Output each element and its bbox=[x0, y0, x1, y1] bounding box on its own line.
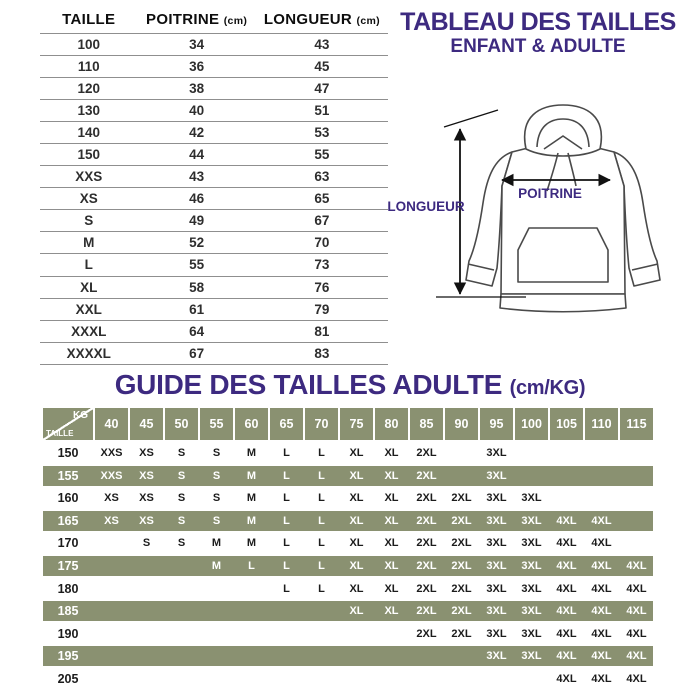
guide-size-cell: 3XL bbox=[521, 650, 542, 663]
guide-size-cell: L bbox=[318, 492, 325, 505]
guide-size-cell: 4XL bbox=[591, 537, 612, 550]
guide-size-cell: 2XL bbox=[416, 559, 437, 572]
guide-row bbox=[43, 533, 653, 553]
size-table-header-cell bbox=[40, 6, 137, 33]
guide-size-cell: 4XL bbox=[556, 537, 577, 550]
size-table-cell: 43 bbox=[256, 33, 388, 55]
size-table-cell: XXXXL bbox=[40, 342, 137, 364]
guide-corner-taille: TAILLE bbox=[46, 429, 74, 438]
guide-size-cell: M bbox=[211, 537, 222, 550]
size-table-cell: XL bbox=[40, 276, 137, 298]
guide-size-cell: M bbox=[211, 559, 222, 572]
guide-size-cell: XL bbox=[384, 559, 399, 572]
guide-size-cell: XL bbox=[384, 514, 399, 527]
guide-size-cell: 4XL bbox=[591, 514, 612, 527]
guide-size-cell: 2XL bbox=[416, 537, 437, 550]
guide-size-cell: L bbox=[283, 537, 290, 550]
size-table-cell: 61 bbox=[137, 298, 255, 320]
guide-size-cell: M bbox=[246, 469, 257, 482]
size-table-row bbox=[40, 33, 388, 55]
guide-kg-header-cell: 40 bbox=[95, 408, 128, 440]
guide-size-cell: 4XL bbox=[626, 605, 647, 618]
adult-size-guide-table bbox=[43, 408, 653, 692]
guide-size-cell: 3XL bbox=[486, 514, 507, 527]
size-column-unit: (cm) bbox=[356, 14, 380, 27]
guide-row-label: 175 bbox=[57, 558, 79, 573]
size-table-cell: 100 bbox=[40, 33, 137, 55]
guide-size-cell: 4XL bbox=[556, 650, 577, 663]
guide-row bbox=[43, 624, 653, 644]
guide-size-cell: 4XL bbox=[591, 650, 612, 663]
guide-row-label: 155 bbox=[57, 468, 79, 483]
size-table-cell: 130 bbox=[40, 99, 137, 121]
guide-size-cell: L bbox=[283, 492, 290, 505]
guide-header-row bbox=[43, 408, 653, 440]
guide-row bbox=[43, 556, 653, 576]
size-table-cell: 45 bbox=[256, 55, 388, 77]
size-table-cell: 51 bbox=[256, 99, 388, 121]
guide-size-cell: 3XL bbox=[521, 537, 542, 550]
guide-kg-header-cell: 70 bbox=[305, 408, 338, 440]
size-column-name: POITRINE bbox=[146, 10, 220, 28]
guide-row bbox=[43, 579, 653, 599]
size-table-cell: 64 bbox=[137, 320, 255, 342]
size-table-cell: 73 bbox=[256, 254, 388, 276]
guide-size-cell: 4XL bbox=[556, 605, 577, 618]
guide-size-cell: 3XL bbox=[521, 605, 542, 618]
guide-size-cell: L bbox=[318, 559, 325, 572]
size-table-row bbox=[40, 276, 388, 298]
size-table-cell: 140 bbox=[40, 121, 137, 143]
size-table-row bbox=[40, 342, 388, 364]
size-table-row bbox=[40, 232, 388, 254]
guide-size-cell: 4XL bbox=[556, 672, 577, 685]
guide-corner-kg: KG bbox=[73, 410, 88, 421]
guide-size-cell: L bbox=[283, 559, 290, 572]
guide-size-cell: 2XL bbox=[416, 582, 437, 595]
hoodie-pocket bbox=[518, 228, 608, 282]
size-table-row bbox=[40, 166, 388, 188]
guide-size-cell: XL bbox=[384, 469, 399, 482]
guide-body bbox=[43, 443, 653, 689]
guide-size-cell: 4XL bbox=[626, 650, 647, 663]
size-table-cell: 47 bbox=[256, 77, 388, 99]
guide-size-cell: XS bbox=[139, 492, 154, 505]
guide-size-cell: 4XL bbox=[626, 627, 647, 640]
chest-label: POITRINE bbox=[518, 186, 582, 201]
guide-corner-cell bbox=[43, 408, 93, 440]
guide-size-cell: 4XL bbox=[626, 672, 647, 685]
size-table-row bbox=[40, 210, 388, 232]
guide-size-cell: 3XL bbox=[486, 537, 507, 550]
guide-size-cell: XL bbox=[349, 469, 364, 482]
guide-row-label: 190 bbox=[57, 626, 79, 641]
size-table-header-cell bbox=[137, 6, 255, 33]
guide-size-cell: 2XL bbox=[416, 605, 437, 618]
guide-size-cell: 4XL bbox=[556, 514, 577, 527]
size-table-row bbox=[40, 55, 388, 77]
size-table-row bbox=[40, 99, 388, 121]
guide-size-cell: 3XL bbox=[486, 447, 507, 459]
size-table-cell: 58 bbox=[137, 276, 255, 298]
child-adult-size-table bbox=[40, 6, 388, 365]
guide-size-cell: L bbox=[318, 537, 325, 550]
guide-size-cell: 2XL bbox=[451, 605, 472, 618]
guide-row bbox=[43, 488, 653, 508]
guide-size-cell: XL bbox=[384, 582, 399, 595]
guide-size-cell: 2XL bbox=[451, 627, 472, 640]
guide-size-cell: S bbox=[142, 537, 151, 550]
size-table-cell: S bbox=[40, 210, 137, 232]
guide-size-cell: M bbox=[246, 537, 257, 550]
guide-size-cell: XXS bbox=[100, 469, 123, 482]
guide-size-cell: XL bbox=[349, 605, 364, 618]
guide-size-cell: 3XL bbox=[521, 514, 542, 527]
size-table-cell: XXXL bbox=[40, 320, 137, 342]
size-table-cell: 81 bbox=[256, 320, 388, 342]
guide-kg-header-cell: 75 bbox=[340, 408, 373, 440]
guide-size-cell: 4XL bbox=[626, 582, 647, 595]
size-column-unit: (cm) bbox=[223, 14, 248, 27]
guide-size-cell: 4XL bbox=[591, 605, 612, 618]
guide-size-cell: 3XL bbox=[486, 469, 507, 482]
guide-size-cell: 3XL bbox=[521, 559, 542, 572]
guide-row-label: 160 bbox=[57, 491, 79, 506]
guide-size-cell: XL bbox=[349, 514, 364, 527]
size-table-cell: 34 bbox=[137, 33, 255, 55]
page-title-line2: ENFANT & ADULTE bbox=[450, 36, 626, 57]
guide-size-cell: S bbox=[177, 537, 186, 550]
guide-size-cell: XXS bbox=[100, 447, 123, 459]
size-table-cell: 55 bbox=[256, 143, 388, 165]
size-table-header-row bbox=[40, 6, 388, 33]
guide-size-cell: 2XL bbox=[416, 492, 437, 505]
guide-size-cell: XS bbox=[104, 492, 119, 505]
guide-size-cell: L bbox=[283, 582, 290, 595]
guide-size-cell: S bbox=[177, 514, 186, 527]
guide-size-cell: XL bbox=[349, 492, 364, 505]
size-table-cell: 79 bbox=[256, 298, 388, 320]
guide-size-cell: XS bbox=[139, 514, 154, 527]
guide-size-cell: 2XL bbox=[416, 469, 437, 482]
guide-kg-header-cell: 90 bbox=[445, 408, 478, 440]
guide-row-label: 170 bbox=[57, 536, 79, 551]
size-table-cell: 63 bbox=[256, 166, 388, 188]
guide-size-cell: 4XL bbox=[556, 559, 577, 572]
guide-size-cell: 3XL bbox=[521, 582, 542, 595]
guide-row bbox=[43, 646, 653, 666]
size-table-body bbox=[40, 33, 388, 364]
guide-size-cell: L bbox=[283, 514, 290, 527]
guide-kg-header-cell: 50 bbox=[165, 408, 198, 440]
guide-size-cell: XS bbox=[104, 514, 119, 527]
size-table-row bbox=[40, 254, 388, 276]
guide-size-cell: S bbox=[177, 492, 186, 505]
size-table-cell: 53 bbox=[256, 121, 388, 143]
guide-title-text: GUIDE DES TAILLES ADULTE bbox=[114, 369, 503, 400]
size-table-cell: 36 bbox=[137, 55, 255, 77]
guide-kg-header-cell: 115 bbox=[620, 408, 653, 440]
guide-size-cell: 2XL bbox=[451, 582, 472, 595]
guide-size-cell: 4XL bbox=[591, 559, 612, 572]
hoodie-measurement-diagram bbox=[388, 98, 688, 333]
size-table-header bbox=[40, 6, 388, 33]
size-table-cell: 55 bbox=[137, 254, 255, 276]
guide-kg-header-cell: 55 bbox=[200, 408, 233, 440]
guide-row-label: 205 bbox=[57, 671, 79, 686]
guide-size-cell: 2XL bbox=[451, 537, 472, 550]
size-table-cell: 83 bbox=[256, 342, 388, 364]
guide-size-cell: S bbox=[212, 514, 221, 527]
guide-row bbox=[43, 669, 653, 689]
guide-size-cell: XL bbox=[349, 447, 364, 459]
size-table-cell: 70 bbox=[256, 232, 388, 254]
guide-size-cell: 2XL bbox=[416, 447, 437, 459]
guide-size-cell: S bbox=[177, 447, 186, 459]
guide-size-cell: 4XL bbox=[626, 559, 647, 572]
size-table-cell: 38 bbox=[137, 77, 255, 99]
guide-size-cell: L bbox=[318, 447, 325, 459]
guide-size-cell: XL bbox=[349, 537, 364, 550]
size-table-cell: 46 bbox=[137, 188, 255, 210]
guide-size-cell: M bbox=[246, 514, 257, 527]
guide-row-label: 150 bbox=[57, 446, 79, 460]
size-column-name: LONGUEUR bbox=[263, 10, 353, 28]
guide-size-cell: XL bbox=[384, 537, 399, 550]
guide-kg-header-cell: 105 bbox=[550, 408, 583, 440]
guide-size-cell: L bbox=[318, 469, 325, 482]
guide-kg-header-cell: 65 bbox=[270, 408, 303, 440]
size-table-row bbox=[40, 121, 388, 143]
guide-size-cell: 2XL bbox=[416, 514, 437, 527]
length-top-tick bbox=[444, 110, 498, 127]
hoodie-hood bbox=[525, 105, 602, 156]
guide-kg-header-cell: 45 bbox=[130, 408, 163, 440]
guide-kg-header-cell: 85 bbox=[410, 408, 443, 440]
guide-row bbox=[43, 443, 653, 463]
guide-kg-header-cell: 95 bbox=[480, 408, 513, 440]
guide-size-cell: XL bbox=[384, 447, 399, 459]
guide-row bbox=[43, 466, 653, 486]
guide-kg-header-cell: 100 bbox=[515, 408, 548, 440]
guide-title-unit: (cm/KG) bbox=[509, 377, 586, 399]
guide-size-cell: 2XL bbox=[451, 492, 472, 505]
guide-size-cell: 3XL bbox=[521, 492, 542, 505]
guide-size-cell: L bbox=[248, 559, 255, 572]
size-table-cell: XXS bbox=[40, 166, 137, 188]
size-table-cell: 52 bbox=[137, 232, 255, 254]
size-column-name: TAILLE bbox=[62, 10, 116, 28]
guide-size-cell: L bbox=[318, 582, 325, 595]
size-table-cell: 110 bbox=[40, 55, 137, 77]
guide-kg-header-cell: 110 bbox=[585, 408, 618, 440]
page-title-line1: TABLEAU DES TAILLES bbox=[400, 8, 676, 36]
length-label: LONGUEUR bbox=[388, 199, 465, 214]
guide-size-cell: M bbox=[246, 492, 257, 505]
size-table-cell: XXL bbox=[40, 298, 137, 320]
guide-size-cell: 4XL bbox=[591, 582, 612, 595]
guide-size-cell: S bbox=[212, 469, 221, 482]
size-table-cell: 67 bbox=[137, 342, 255, 364]
guide-size-cell: L bbox=[318, 514, 325, 527]
size-table-cell: 42 bbox=[137, 121, 255, 143]
guide-row-label: 165 bbox=[57, 513, 79, 528]
guide-size-cell: XS bbox=[139, 469, 154, 482]
guide-size-cell: M bbox=[246, 447, 257, 459]
guide-size-cell: XL bbox=[349, 559, 364, 572]
guide-size-cell: 2XL bbox=[416, 627, 437, 640]
size-table-row bbox=[40, 143, 388, 165]
guide-size-cell: 3XL bbox=[486, 605, 507, 618]
guide-size-cell: 2XL bbox=[451, 559, 472, 572]
guide-row-label: 195 bbox=[57, 649, 79, 664]
size-table-cell: 44 bbox=[137, 143, 255, 165]
guide-size-cell: XL bbox=[384, 605, 399, 618]
guide-size-cell: 3XL bbox=[486, 559, 507, 572]
guide-kg-header-cell: 60 bbox=[235, 408, 268, 440]
size-table-cell: 120 bbox=[40, 77, 137, 99]
size-table-cell: 40 bbox=[137, 99, 255, 121]
guide-row bbox=[43, 511, 653, 531]
size-table-row bbox=[40, 77, 388, 99]
guide-size-cell: 3XL bbox=[486, 492, 507, 505]
guide-kg-header-cell: 80 bbox=[375, 408, 408, 440]
size-table-cell: L bbox=[40, 254, 137, 276]
guide-size-cell: L bbox=[283, 469, 290, 482]
guide-size-cell: 2XL bbox=[451, 514, 472, 527]
size-table-cell: 150 bbox=[40, 143, 137, 165]
guide-size-cell: 3XL bbox=[486, 627, 507, 640]
size-table-cell: 65 bbox=[256, 188, 388, 210]
guide-size-cell: 3XL bbox=[486, 650, 507, 663]
guide-size-cell: 4XL bbox=[591, 672, 612, 685]
guide-size-cell: S bbox=[212, 492, 221, 505]
guide-title bbox=[0, 369, 700, 401]
page-title bbox=[390, 8, 686, 57]
size-table-header-cell bbox=[256, 6, 388, 33]
guide-size-cell: XL bbox=[384, 492, 399, 505]
guide-row-label: 185 bbox=[57, 604, 79, 619]
guide-size-cell: 3XL bbox=[521, 627, 542, 640]
guide-size-cell: 4XL bbox=[591, 627, 612, 640]
guide-size-cell: S bbox=[177, 469, 186, 482]
size-table-cell: XS bbox=[40, 188, 137, 210]
guide-size-cell: XS bbox=[139, 447, 154, 459]
size-table-cell: 76 bbox=[256, 276, 388, 298]
guide-row bbox=[43, 601, 653, 621]
guide-size-cell: L bbox=[283, 447, 290, 459]
guide-size-cell: XL bbox=[349, 582, 364, 595]
guide-size-cell: 4XL bbox=[556, 582, 577, 595]
hoodie-line-art bbox=[388, 98, 688, 333]
size-table-row bbox=[40, 298, 388, 320]
size-table-row bbox=[40, 320, 388, 342]
size-table-cell: 43 bbox=[137, 166, 255, 188]
size-table-cell: M bbox=[40, 232, 137, 254]
guide-size-cell: S bbox=[212, 447, 221, 459]
size-table-cell: 67 bbox=[256, 210, 388, 232]
size-table-row bbox=[40, 188, 388, 210]
hoodie-body-group bbox=[466, 105, 660, 312]
size-table-cell: 49 bbox=[137, 210, 255, 232]
guide-size-cell: 4XL bbox=[556, 627, 577, 640]
guide-size-cell: 3XL bbox=[486, 582, 507, 595]
guide-row-label: 180 bbox=[57, 581, 79, 596]
